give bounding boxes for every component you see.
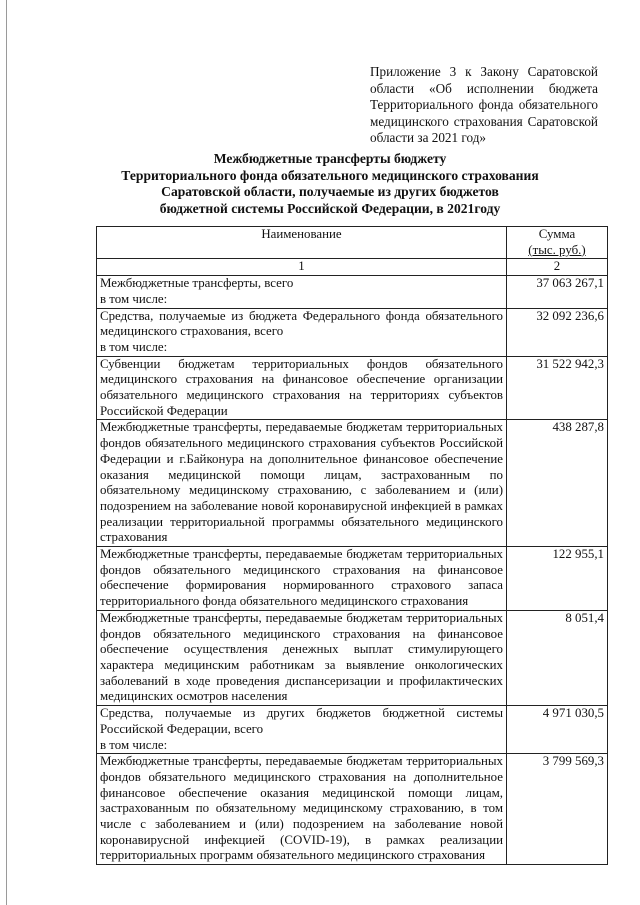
row-note: в том числе: — [100, 339, 168, 354]
document-title — [80, 151, 580, 217]
table-row — [97, 754, 608, 865]
table-header-row — [97, 227, 608, 259]
header-name: Наименование — [97, 227, 507, 259]
row-amount: 31 522 942,3 — [507, 356, 608, 420]
header-sum-unit: (тыс. руб.) — [528, 242, 586, 257]
table-row — [97, 356, 608, 420]
row-name-cell — [97, 754, 507, 865]
transfers-table — [96, 226, 608, 865]
row-name-cell — [97, 610, 507, 705]
column-number-2: 2 — [507, 259, 608, 276]
title-line-2: Территориального фонда обязательного медицинского страхования — [121, 167, 539, 183]
row-amount: 122 955,1 — [507, 547, 608, 611]
row-name: Межбюджетные трансферты, всего — [100, 276, 294, 291]
title-line-1: Межбюджетные трансферты бюджету — [213, 151, 447, 166]
row-name-cell — [97, 356, 507, 420]
row-name-cell — [97, 308, 507, 356]
row-name: Средства, получаемые из других бюджетов бюджетной системы Российской Федерации, всего — [100, 706, 503, 736]
table-row — [97, 308, 608, 356]
table-row — [97, 547, 608, 611]
row-amount: 32 092 236,6 — [507, 308, 608, 356]
row-name: Субвенции бюджетам территориальных фондов обязательного медицинского страхования на финансовое обеспечение организации обязательного медицинского страхования на территориях субъектов Российской Федерации — [100, 356, 503, 418]
table-body — [97, 276, 608, 865]
row-amount: 37 063 267,1 — [507, 276, 608, 308]
row-note: в том числе: — [100, 737, 168, 752]
appendix-note: Приложение 3 к Закону Саратовской области «Об исполнении бюджета Территориального фонда обязательного медицинского страхования Саратовской области за 2021 год» — [370, 64, 598, 145]
header-sum — [507, 227, 608, 259]
table-row — [97, 706, 608, 754]
column-number-1: 1 — [97, 259, 507, 276]
title-line-3: Саратовской области, получаемые из других бюджетов — [161, 184, 499, 199]
row-name: Межбюджетные трансферты, передаваемые бюджетам территориальных фондов обязательного медицинского страхования на финансовое обеспечение формирования нормированного страхового запаса территориального фонда обязательного медицинского страхования — [100, 547, 503, 609]
table-row — [97, 276, 608, 308]
row-name: Межбюджетные трансферты, передаваемые бюджетам территориальных фондов обязательного медицинского страхования субъектов Российской Федерации и г.Байконура на дополнительное финансовое обеспечение оказания медицинской помощи лицам, застрахованным по обязательному медицинскому страхованию, с заболеванием и (или) подозрением на заболевание новой коронавирусной инфекцией в рамках реализации территориальной программы обязательного медицинского страхования — [100, 420, 503, 545]
row-name: Межбюджетные трансферты, передаваемые бюджетам территориальных фондов обязательного медицинского страхования на дополнительное финансовое обеспечение оказания медицинской помощи лицам, застрахованным по обязательному медицинскому страхованию, в том числе с заболеванием и (или) подозрением на заболевание новой коронавирусной инфекцией (COVID-19), в рамках реализации территориальных программ обязательного медицинского страхования — [100, 754, 503, 863]
row-amount: 8 051,4 — [507, 610, 608, 705]
row-name-cell — [97, 547, 507, 611]
row-name: Межбюджетные трансферты, передаваемые бюджетам территориальных фондов обязательного медицинского страхования на финансовое обеспечение осуществления денежных выплат стимулирующего характера медицинским работникам за выявление онкологических заболеваний в ходе проведения диспансеризации и профилактических медицинских осмотров населения — [100, 610, 503, 704]
header-sum-label: Сумма — [538, 227, 576, 241]
row-name-cell — [97, 706, 507, 754]
row-amount: 3 799 569,3 — [507, 754, 608, 865]
table-column-number-row — [97, 259, 608, 276]
table-row — [97, 420, 608, 547]
row-note: в том числе: — [100, 291, 168, 306]
scan-edge-line — [6, 0, 7, 905]
title-line-4: бюджетной системы Российской Федерации, в 2021году — [159, 200, 501, 216]
row-name-cell — [97, 420, 507, 547]
row-amount: 4 971 030,5 — [507, 706, 608, 754]
table-row — [97, 610, 608, 705]
row-name: Средства, получаемые из бюджета Федерального фонда обязательного медицинского страхования, всего — [100, 308, 503, 339]
row-name-cell — [97, 276, 507, 308]
row-amount: 438 287,8 — [507, 420, 608, 547]
